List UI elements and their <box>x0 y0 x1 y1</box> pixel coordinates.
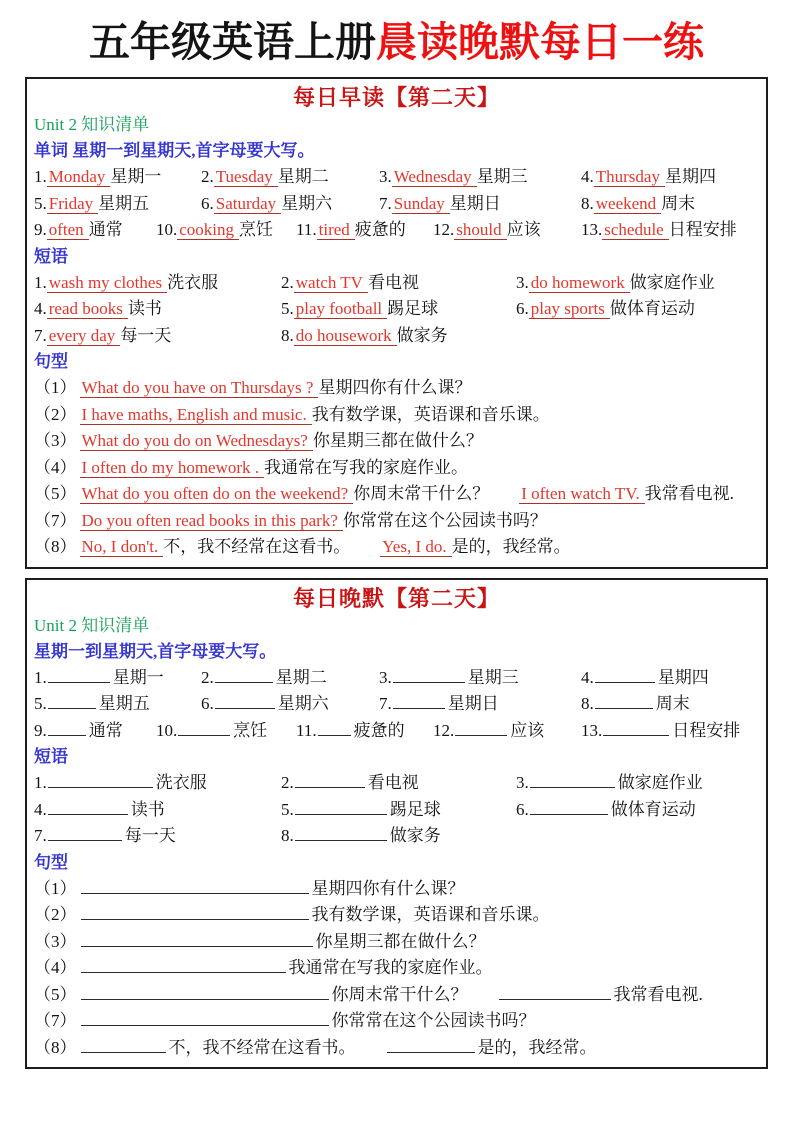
morning-word-list <box>34 164 759 244</box>
phrase-item <box>34 323 281 350</box>
phrase-item <box>34 823 281 850</box>
chinese-meaning: 做家庭作业 <box>617 773 703 792</box>
answer-blank <box>215 695 275 709</box>
chinese-meaning: 每一天 <box>120 325 172 345</box>
english-term: tired <box>317 220 355 240</box>
english-term: What do you have on Thursdays ? <box>80 378 319 398</box>
word-item <box>433 217 581 244</box>
english-term: What do you often do on the weekend? <box>80 484 354 504</box>
item-number: 5. <box>34 694 47 713</box>
chinese-meaning: 做体育运动 <box>610 799 696 819</box>
english-term: Tuesday <box>214 167 278 187</box>
item-number: 2. <box>281 272 294 292</box>
english-term: do housework <box>294 326 397 346</box>
sentence-number: （5） <box>34 484 77 503</box>
morning-patterns-label: 句型 <box>34 352 68 371</box>
chinese-meaning: 星期六 <box>277 694 329 713</box>
item-number: 3. <box>516 773 529 792</box>
word-item <box>34 191 201 218</box>
chinese-meaning: 你星期三都在做什么？ <box>312 431 483 450</box>
word-item <box>581 164 716 191</box>
chinese-meaning: 你星期三都在做什么？ <box>315 931 486 951</box>
answer-blank <box>215 669 273 683</box>
word-item <box>201 164 379 191</box>
phrase-line <box>34 770 759 797</box>
word-line <box>34 217 759 244</box>
english-term: play sports <box>529 299 610 319</box>
morning-box-header: 每日早读【第二天】 <box>292 85 500 110</box>
chinese-meaning: 看电视 <box>367 773 419 792</box>
item-number: 6. <box>516 799 529 819</box>
chinese-meaning: 星期四你有什么课？ <box>311 878 465 898</box>
item-number: 4. <box>34 799 47 819</box>
item-number: 4. <box>581 167 594 186</box>
word-item <box>34 718 156 745</box>
phrase-item <box>34 270 281 297</box>
english-term: I often do my homework . <box>80 458 265 478</box>
answer-blank <box>393 695 445 709</box>
chinese-meaning: 星期三 <box>467 667 519 687</box>
sentence-line <box>34 534 759 561</box>
sentence-line <box>34 902 759 929</box>
phrase-line <box>34 323 759 350</box>
english-term: wash my clothes <box>47 273 167 293</box>
answer-blank <box>178 722 230 736</box>
answer-blank <box>81 1039 166 1053</box>
chinese-meaning: 星期四 <box>657 667 709 687</box>
sentence-number: （4） <box>34 958 77 977</box>
chinese-meaning: 星期日 <box>449 193 501 213</box>
phrase-item <box>516 797 696 824</box>
english-term: No, I don't. <box>80 537 164 557</box>
phrase-line <box>34 270 759 297</box>
chinese-meaning: 是的，我经常。 <box>451 537 571 556</box>
phrase-item <box>516 770 703 797</box>
answer-blank <box>295 801 387 815</box>
sentence-line <box>34 929 759 956</box>
phrase-item <box>281 770 516 797</box>
word-item <box>34 691 201 718</box>
word-item <box>201 691 379 718</box>
item-number: 1. <box>34 773 47 792</box>
word-item <box>156 718 296 745</box>
morning-reading-box <box>25 77 768 569</box>
phrase-item <box>516 296 695 323</box>
answer-blank <box>81 880 309 894</box>
chinese-meaning: 洗衣服 <box>155 773 207 792</box>
sentence-number: （3） <box>34 431 77 450</box>
answer-blank <box>48 827 122 841</box>
english-term: watch TV <box>294 273 368 293</box>
chinese-meaning: 周末 <box>655 694 690 713</box>
chinese-meaning: 星期日 <box>447 694 499 713</box>
chinese-meaning: 读书 <box>130 799 165 819</box>
page-title-red: 晨读晚默每日一练 <box>376 19 704 65</box>
word-item <box>34 164 201 191</box>
chinese-meaning: 疲惫的 <box>353 720 405 740</box>
english-term: Saturday <box>214 194 281 214</box>
word-item <box>201 665 379 692</box>
english-term: schedule <box>602 220 668 240</box>
english-term: Yes, I do. <box>380 537 451 557</box>
chinese-meaning: 应该 <box>506 220 541 239</box>
answer-blank <box>48 669 110 683</box>
evening-box-header: 每日晚默【第二天】 <box>292 585 500 611</box>
word-line <box>34 691 759 718</box>
chinese-meaning: 日程安排 <box>672 720 741 740</box>
english-term: read books <box>47 299 128 319</box>
item-number: 11. <box>296 220 317 239</box>
chinese-meaning: 星期三 <box>476 167 528 186</box>
item-number: 8. <box>281 325 294 345</box>
english-term: I have maths, English and music. <box>80 405 312 425</box>
word-item <box>379 191 581 218</box>
english-term: weekend <box>594 194 661 214</box>
english-term: Friday <box>47 194 98 214</box>
sentence-number: （7） <box>34 510 77 530</box>
word-item <box>379 691 581 718</box>
sentence-number: （1） <box>34 378 77 397</box>
answer-blank <box>48 774 153 788</box>
answer-blank <box>499 986 611 1000</box>
chinese-meaning: 我常看电视. <box>644 484 734 503</box>
english-term: do homework <box>529 273 630 293</box>
page-title <box>0 0 793 68</box>
answer-blank <box>530 801 608 815</box>
chinese-meaning: 看电视 <box>367 272 419 292</box>
item-number: 7. <box>379 694 392 713</box>
word-line <box>34 665 759 692</box>
answer-blank <box>295 827 387 841</box>
english-term: Do you often read books in this park? <box>80 511 343 531</box>
item-number: 8. <box>281 826 294 845</box>
answer-blank <box>295 774 365 788</box>
english-term: every day <box>47 326 121 346</box>
word-item <box>581 718 740 745</box>
item-number: 1. <box>34 167 47 186</box>
chinese-meaning: 我有数学课，英语课和音乐课。 <box>311 404 550 424</box>
phrase-line <box>34 797 759 824</box>
sentence-line <box>34 955 759 982</box>
english-term: play football <box>294 299 387 319</box>
phrase-item <box>281 270 516 297</box>
phrase-item <box>516 270 715 297</box>
sentence-number: （4） <box>34 457 77 477</box>
chinese-meaning: 星期一 <box>112 667 164 687</box>
item-number: 10. <box>156 220 178 239</box>
item-number: 2. <box>201 167 214 186</box>
sentence-number: （5） <box>34 984 77 1004</box>
item-number: 7. <box>379 193 392 213</box>
morning-words-label: 单词 星期一到星期天,首字母要大写。 <box>34 141 315 160</box>
sentence-second-segment <box>498 985 703 1004</box>
item-number: 4. <box>581 667 594 687</box>
chinese-meaning: 星期五 <box>98 694 150 713</box>
morning-phrases-label: 短语 <box>34 246 68 266</box>
sentence-line <box>34 455 759 482</box>
answer-blank <box>455 722 507 736</box>
chinese-meaning: 日程安排 <box>668 220 737 239</box>
chinese-meaning: 通常 <box>88 220 123 239</box>
chinese-meaning: 不，我不经常在这看书。 <box>168 1037 356 1057</box>
phrase-item <box>34 770 281 797</box>
item-number: 4. <box>34 299 47 318</box>
chinese-meaning: 做家务 <box>396 325 448 345</box>
word-item <box>433 718 581 745</box>
word-item <box>581 191 695 218</box>
answer-blank <box>81 1012 329 1026</box>
chinese-meaning: 做体育运动 <box>609 299 695 318</box>
answer-blank <box>48 695 96 709</box>
item-number: 5. <box>281 299 294 318</box>
chinese-meaning: 我通常在写我的家庭作业。 <box>264 457 469 477</box>
answer-blank <box>530 774 615 788</box>
item-number: 13. <box>581 720 603 740</box>
item-number: 7. <box>34 325 47 345</box>
sentence-line <box>34 982 759 1009</box>
item-number: 13. <box>581 220 603 239</box>
evening-patterns-label: 句型 <box>34 852 68 872</box>
sentence-number: （1） <box>34 878 77 898</box>
phrase-line <box>34 296 759 323</box>
chinese-meaning: 疲惫的 <box>354 220 406 239</box>
item-number: 12. <box>433 220 455 239</box>
evening-words-label: 星期一到星期天,首字母要大写。 <box>34 641 277 661</box>
chinese-meaning: 读书 <box>127 299 162 318</box>
phrase-item <box>281 823 516 850</box>
answer-blank <box>318 722 351 736</box>
phrase-item <box>281 323 516 350</box>
answer-blank <box>81 986 329 1000</box>
word-item <box>156 217 296 244</box>
chinese-meaning: 你周末常干什么？ <box>331 984 468 1004</box>
english-term: often <box>47 220 89 240</box>
sentence-line <box>34 1035 759 1062</box>
english-term: Sunday <box>392 194 450 214</box>
word-item <box>581 665 709 692</box>
chinese-meaning: 每一天 <box>124 826 176 845</box>
word-item <box>296 217 433 244</box>
item-number: 2. <box>201 667 214 687</box>
item-number: 9. <box>34 220 47 239</box>
evening-phrases-label: 短语 <box>34 747 68 766</box>
chinese-meaning: 星期一 <box>110 167 162 186</box>
item-number: 1. <box>34 667 47 687</box>
sentence-second-segment <box>386 1038 597 1057</box>
evening-unit-label: Unit 2 知识清单 <box>34 615 150 635</box>
sentence-line <box>34 375 759 402</box>
item-number: 3. <box>516 272 529 292</box>
item-number: 10. <box>156 720 178 740</box>
morning-unit-label: Unit 2 知识清单 <box>34 115 150 134</box>
sentence-second-segment <box>380 537 570 556</box>
chinese-meaning: 星期六 <box>281 193 333 213</box>
chinese-meaning: 星期二 <box>275 667 327 687</box>
chinese-meaning: 做家庭作业 <box>629 272 715 292</box>
sentence-number: （2） <box>34 404 77 424</box>
english-term: Wednesday <box>392 167 477 187</box>
item-number: 6. <box>201 694 214 713</box>
phrase-item <box>34 296 281 323</box>
english-term: should <box>454 220 506 240</box>
sentence-line <box>34 508 759 535</box>
chinese-meaning: 你常常在这个公园读书吗？ <box>342 510 547 530</box>
chinese-meaning: 星期二 <box>277 167 329 186</box>
word-item <box>581 691 690 718</box>
sentence-line <box>34 402 759 429</box>
english-term: Monday <box>47 167 111 187</box>
chinese-meaning: 做家务 <box>389 826 441 845</box>
chinese-meaning: 你常常在这个公园读书吗？ <box>331 1011 536 1030</box>
item-number: 5. <box>34 193 47 213</box>
sentence-number: （8） <box>34 1037 77 1057</box>
chinese-meaning: 我有数学课，英语课和音乐课。 <box>311 905 550 924</box>
chinese-meaning: 星期四 <box>664 167 716 186</box>
chinese-meaning: 踢足球 <box>387 299 439 318</box>
item-number: 3. <box>379 167 392 186</box>
sentence-number: （7） <box>34 1011 77 1030</box>
sentence-line <box>34 876 759 903</box>
phrase-item <box>281 797 516 824</box>
evening-sentence-list <box>34 876 759 1062</box>
word-item <box>34 217 156 244</box>
phrase-item <box>34 797 281 824</box>
morning-sentence-list <box>34 375 759 561</box>
item-number: 7. <box>34 826 47 845</box>
chinese-meaning: 星期四你有什么课？ <box>318 378 472 397</box>
phrase-line <box>34 823 759 850</box>
evening-phrase-list <box>34 770 759 850</box>
item-number: 6. <box>516 299 529 318</box>
evening-word-list <box>34 665 759 745</box>
item-number: 9. <box>34 720 47 740</box>
answer-blank <box>387 1039 475 1053</box>
word-line <box>34 164 759 191</box>
english-term: I often watch TV. <box>519 484 644 504</box>
item-number: 8. <box>581 694 594 713</box>
english-term: What do you do on Wednesdays? <box>80 431 313 451</box>
sentence-number: （3） <box>34 931 77 951</box>
answer-blank <box>81 906 309 920</box>
chinese-meaning: 不，我不经常在这看书。 <box>163 537 351 556</box>
chinese-meaning: 星期五 <box>98 193 150 213</box>
chinese-meaning: 我常看电视. <box>613 984 703 1004</box>
chinese-meaning: 通常 <box>88 720 123 740</box>
word-item <box>581 217 737 244</box>
page-title-black: 五年级英语上册 <box>89 19 376 65</box>
chinese-meaning: 周末 <box>661 193 696 213</box>
sentence-line <box>34 481 759 508</box>
item-number: 2. <box>281 773 294 792</box>
answer-blank <box>595 669 655 683</box>
answer-blank <box>603 722 669 736</box>
sentence-line <box>34 1008 759 1035</box>
answer-blank <box>393 669 465 683</box>
chinese-meaning: 洗衣服 <box>167 272 219 292</box>
chinese-meaning: 踢足球 <box>389 799 441 819</box>
chinese-meaning: 烹饪 <box>233 720 268 740</box>
chinese-meaning: 你周末常干什么？ <box>353 484 490 503</box>
item-number: 1. <box>34 272 47 292</box>
morning-phrase-list <box>34 270 759 350</box>
word-item <box>201 191 379 218</box>
word-line <box>34 191 759 218</box>
sentence-number: （2） <box>34 905 77 924</box>
item-number: 11. <box>296 720 317 740</box>
sentence-number: （8） <box>34 537 77 556</box>
word-item <box>379 164 581 191</box>
english-term: Thursday <box>594 167 665 187</box>
chinese-meaning: 我通常在写我的家庭作业。 <box>288 958 493 977</box>
item-number: 3. <box>379 667 392 687</box>
chinese-meaning: 烹饪 <box>239 220 274 239</box>
answer-blank <box>48 801 128 815</box>
chinese-meaning: 是的，我经常。 <box>477 1037 597 1057</box>
answer-blank <box>48 722 86 736</box>
sentence-second-segment <box>519 484 734 503</box>
item-number: 5. <box>281 799 294 819</box>
item-number: 12. <box>433 720 455 740</box>
chinese-meaning: 应该 <box>510 720 545 740</box>
word-item <box>296 718 433 745</box>
word-line <box>34 718 759 745</box>
answer-blank <box>81 959 286 973</box>
phrase-item <box>281 296 516 323</box>
sentence-line <box>34 428 759 455</box>
answer-blank <box>81 933 313 947</box>
item-number: 8. <box>581 193 594 213</box>
item-number: 6. <box>201 193 214 213</box>
english-term: cooking <box>177 220 239 240</box>
evening-dictation-box <box>25 578 768 1070</box>
answer-blank <box>595 695 653 709</box>
word-item <box>34 665 201 692</box>
word-item <box>379 665 581 692</box>
